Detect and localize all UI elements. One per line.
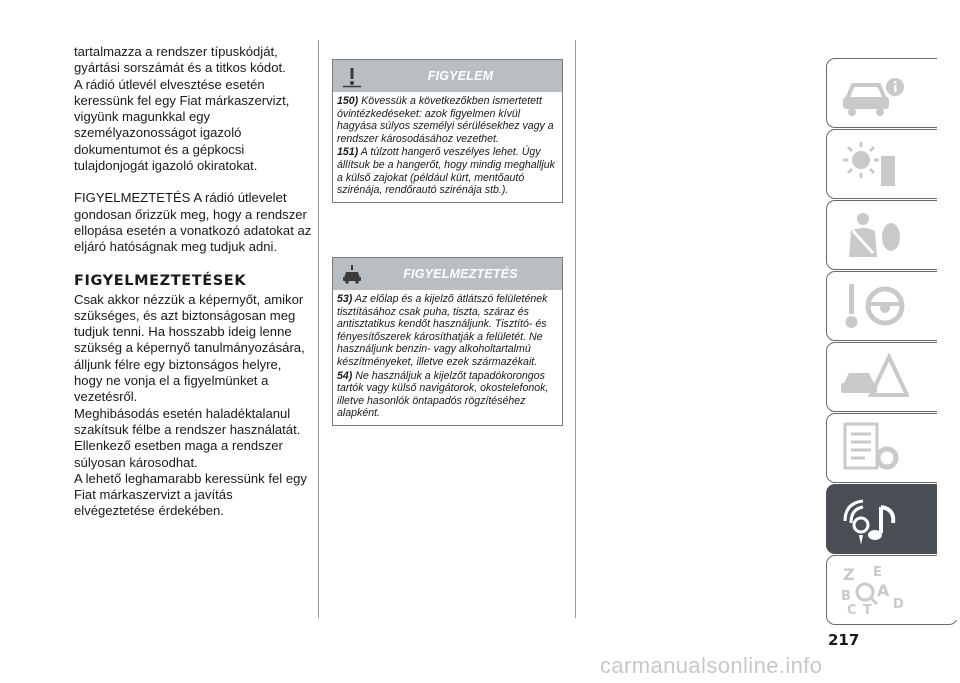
index-letter-d: D <box>893 597 904 612</box>
item-number: 53) <box>337 293 353 305</box>
caution-item <box>337 370 558 420</box>
warning-box-header <box>333 60 562 92</box>
item-number: 54) <box>337 369 353 382</box>
dashboard-lights-icon <box>837 136 909 192</box>
index-icon <box>837 562 909 618</box>
paragraph: Csak akkor nézzük a képernyőt, amikor szükséges, és azt biztonságosan meg tudjuk tenni. Ha hosszabb ideig lenne szükség a képernyő tanulmányozására, álljunk félre egy biztonságos helyre, hogy ne vonja el a figyelmünket a vezetésről. <box>74 291 305 405</box>
maintenance-icon <box>837 420 909 476</box>
index-letter-t: T <box>863 603 872 618</box>
caution-box-header <box>333 258 562 290</box>
item-text: Kövessük a következőkben ismertetett óvintézkedéseket: azok figyelmen kívül hagyása súlyos személyi sérülésekhez vagy a rendszer károsodásához vezethet. <box>337 95 554 145</box>
tab-edge-cover <box>937 50 960 620</box>
paragraph: A lehető leghamarabb keressünk fel egy Fiat márkaszervizt a javítás elvégeztetése érdekében. <box>74 470 307 519</box>
left-text-column <box>74 44 312 520</box>
column-divider <box>575 40 576 618</box>
item-text: Ne használjuk a kijelzőt tapadókorongos tartók vagy külső navigátorok, okostelefonok, illetve hasonlók öntapadós rögzítéséhez alapként. <box>337 369 549 420</box>
caution-box-title: FIGYELMEZTETÉS <box>403 267 518 281</box>
item-text: A túlzott hangerő veszélyes lehet. Úgy állítsuk be a hangerőt, hogy mindig meghalljuk a külső zajokat (például kürt, mentőautó szirénája, rendőrautó szirénája stb.). <box>337 146 555 197</box>
index-letter-a: A <box>877 581 890 600</box>
index-letter-z: Z <box>843 565 855 584</box>
warning-item <box>337 95 558 145</box>
index-letter-b: B <box>841 589 851 604</box>
column-divider <box>318 40 319 618</box>
warning-box-title: FIGYELEM <box>427 69 494 83</box>
paragraph: FIGYELMEZTETÉS A rádió útlevelet gondosan őrizzük meg, hogy a rendszer ellopása esetén a vonatkozó adatokat az eljáró hatóságnak meg tudjuk adni. <box>74 190 312 255</box>
page-number: 217 <box>828 631 860 649</box>
multimedia-icon <box>837 491 909 547</box>
seatbelt-airbag-icon <box>837 207 909 263</box>
caution-item <box>337 293 558 369</box>
car-info-icon <box>837 65 909 121</box>
item-number: 150) <box>337 95 359 107</box>
paragraph: tartalmazza a rendszer típuskódját, gyártási sorszámát és a titkos kódot. <box>74 44 286 76</box>
index-letter-e: E <box>873 565 882 580</box>
item-text: Az előlap és a kijelző átlátszó felületének tisztításához csak puha, tiszta, száraz és antisztatikus kendőt használjunk. Tisztító- és fényesítőszerek károsíthatják a felületét. Ne használjunk benzin- vagy alkoholtartalmú készítményeket, illetve ezek származékait. <box>337 293 548 368</box>
index-letter-c: C <box>847 603 857 618</box>
section-heading: FIGYELMEZTETÉSEK <box>74 272 247 289</box>
emergency-triangle-icon <box>837 349 909 405</box>
item-number: 151) <box>337 146 359 159</box>
warning-box <box>332 59 563 203</box>
key-steering-icon <box>837 278 909 334</box>
warning-item <box>337 146 558 196</box>
caution-box <box>332 257 563 426</box>
paragraph: A rádió útlevél elvesztése esetén keressünk fel egy Fiat márkaszervizt, vigyünk magunkkal egy személyazonosságot igazoló dokumentumot és a gépkocsi tulajdonjogát igazoló okiratokat. <box>74 76 290 174</box>
footer-watermark: carmanualsonline.info <box>600 653 823 678</box>
paragraph: Meghibásodás esetén haladéktalanul szakítsuk félbe a rendszer használatát. Ellenkező esetben maga a rendszer súlyosan károsodhat. <box>74 405 301 470</box>
